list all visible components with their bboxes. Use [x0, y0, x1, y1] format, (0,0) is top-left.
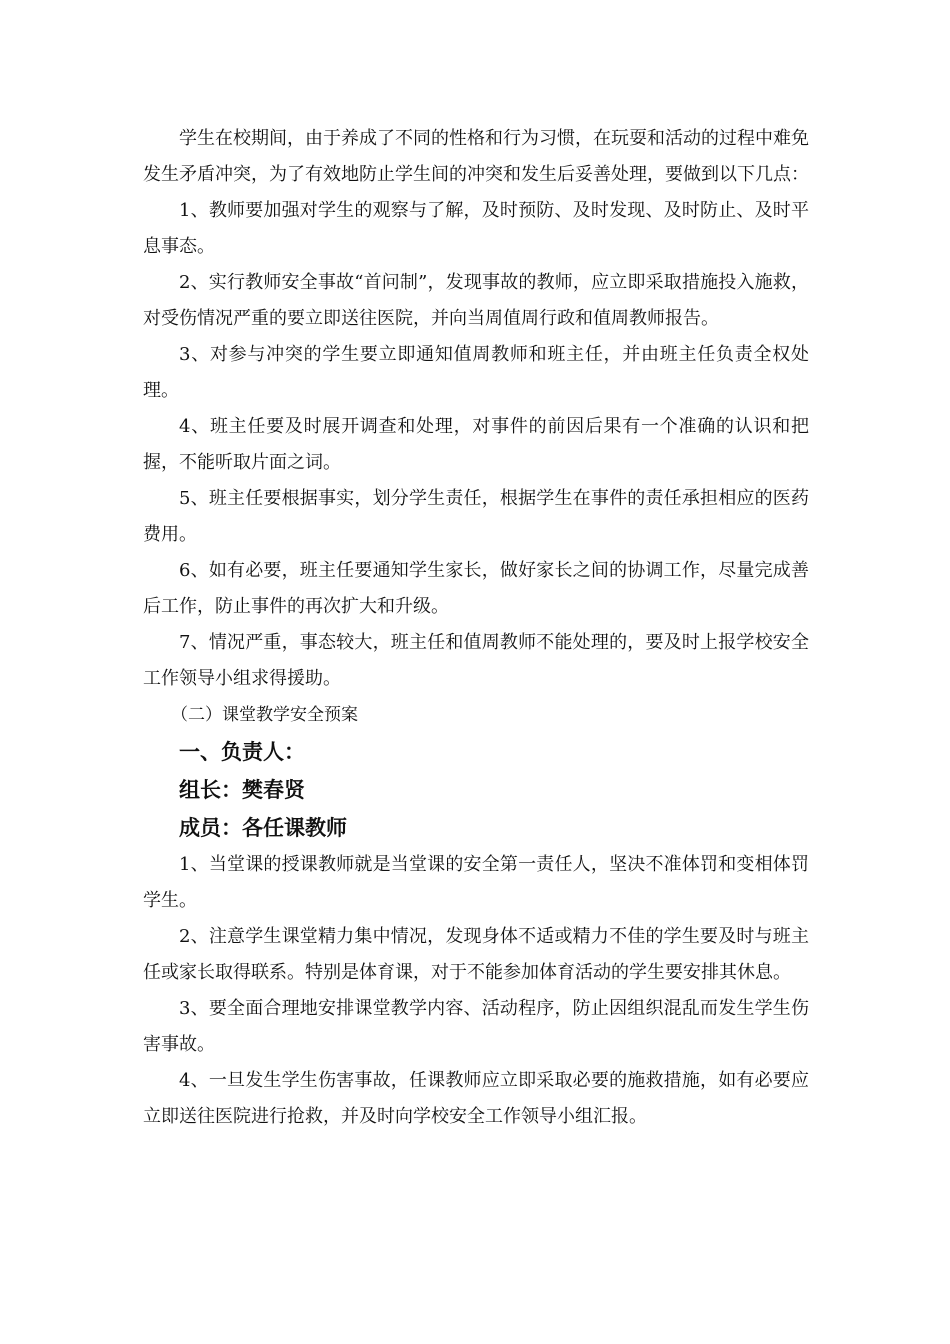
paragraph-item-4: 4、班主任要及时展开调查和处理，对事件的前因后果有一个准确的认识和把握，不能听取片面之词。 [143, 416, 809, 473]
paragraph-item-3: 3、对参与冲突的学生要立即通知值周教师和班主任，并由班主任负责全权处理。 [143, 344, 809, 401]
heading-responsible: 一、负责人： [179, 740, 305, 764]
heading-leader: 组长：樊春贤 [179, 778, 305, 802]
paragraph-class-item-2: 2、注意学生课堂精力集中情况，发现身体不适或精力不佳的学生要及时与班主任或家长取得联系。特别是体育课，对于不能参加体育活动的学生要安排其休息。 [143, 926, 809, 983]
paragraph-intro: 学生在校期间，由于养成了不同的性格和行为习惯，在玩耍和活动的过程中难免发生矛盾冲突，为了有效地防止学生间的冲突和发生后妥善处理，要做到以下几点： [143, 128, 809, 185]
heading-members: 成员：各任课教师 [179, 816, 347, 840]
paragraph-class-item-3: 3、要全面合理地安排课堂教学内容、活动程序，防止因组织混乱而发生学生伤害事故。 [143, 998, 809, 1055]
paragraph-item-7: 7、情况严重，事态较大，班主任和值周教师不能处理的，要及时上报学校安全工作领导小组求得援助。 [143, 632, 809, 689]
paragraph-class-item-1: 1、当堂课的授课教师就是当堂课的安全第一责任人，坚决不准体罚和变相体罚学生。 [143, 854, 809, 911]
paragraph-class-item-4: 4、一旦发生学生伤害事故，任课教师应立即采取必要的施救措施，如有必要应立即送往医院进行抢救，并及时向学校安全工作领导小组汇报。 [143, 1070, 809, 1127]
document-body [143, 121, 809, 1135]
paragraph-item-2: 2、实行教师安全事故“首问制”，发现事故的教师，应立即采取措施投入施救，对受伤情况严重的要立即送往医院，并向当周值周行政和值周教师报告。 [143, 272, 809, 329]
paragraph-item-5: 5、班主任要根据事实，划分学生责任，根据学生在事件的责任承担相应的医药费用。 [143, 488, 809, 545]
paragraph-item-6: 6、如有必要，班主任要通知学生家长，做好家长之间的协调工作，尽量完成善后工作，防止事件的再次扩大和升级。 [143, 560, 809, 617]
section-title: （二）课堂教学安全预案 [171, 705, 358, 725]
paragraph-item-1: 1、教师要加强对学生的观察与了解，及时预防、及时发现、及时防止、及时平息事态。 [143, 200, 809, 257]
